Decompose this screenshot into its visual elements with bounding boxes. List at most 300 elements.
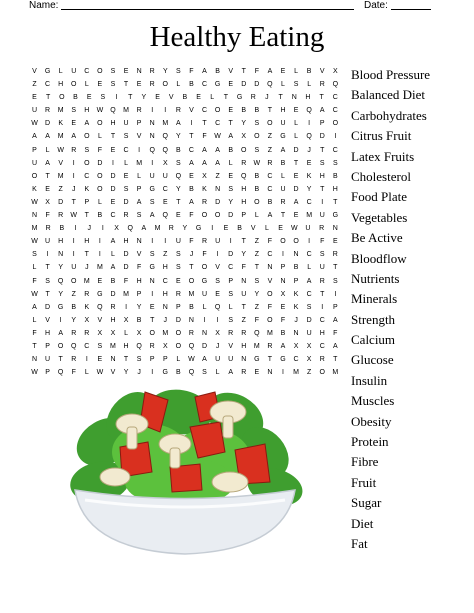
grid-letter[interactable]: F bbox=[280, 316, 286, 324]
grid-letter[interactable]: Z bbox=[254, 251, 259, 259]
grid-letter[interactable]: L bbox=[228, 159, 233, 167]
grid-letter[interactable]: Y bbox=[71, 316, 77, 324]
grid-letter[interactable]: M bbox=[136, 159, 143, 167]
grid-letter[interactable]: B bbox=[182, 94, 188, 102]
grid-letter[interactable]: R bbox=[71, 146, 77, 154]
grid-letter[interactable]: I bbox=[308, 238, 311, 246]
grid-letter[interactable]: M bbox=[154, 225, 161, 233]
grid-letter[interactable]: V bbox=[228, 68, 233, 75]
grid-letter[interactable]: T bbox=[176, 198, 181, 206]
grid-letter[interactable]: L bbox=[111, 251, 115, 259]
grid-letter[interactable]: H bbox=[319, 329, 325, 337]
grid-letter[interactable]: A bbox=[319, 107, 325, 115]
grid-letter[interactable]: M bbox=[253, 342, 260, 350]
grid-letter[interactable]: C bbox=[306, 290, 312, 298]
grid-letter[interactable]: N bbox=[162, 303, 168, 311]
grid-letter[interactable]: S bbox=[100, 94, 106, 102]
grid-letter[interactable]: S bbox=[71, 107, 77, 115]
grid-letter[interactable]: L bbox=[215, 369, 220, 377]
grid-letter[interactable]: L bbox=[124, 329, 128, 337]
grid-letter[interactable]: E bbox=[332, 238, 338, 246]
grid-letter[interactable]: X bbox=[162, 342, 168, 350]
grid-letter[interactable]: V bbox=[45, 316, 50, 324]
grid-letter[interactable]: E bbox=[293, 107, 299, 115]
grid-letter[interactable]: L bbox=[294, 133, 299, 141]
grid-letter[interactable]: H bbox=[110, 120, 116, 128]
grid-letter[interactable]: Z bbox=[254, 303, 259, 311]
grid-letter[interactable]: T bbox=[241, 68, 246, 75]
grid-letter[interactable]: Q bbox=[188, 369, 195, 377]
grid-letter[interactable]: P bbox=[149, 356, 155, 364]
grid-letter[interactable]: M bbox=[162, 120, 169, 128]
grid-letter[interactable]: C bbox=[306, 198, 312, 206]
grid-letter[interactable]: G bbox=[236, 94, 243, 102]
grid-letter[interactable]: Y bbox=[241, 120, 247, 128]
grid-letter[interactable]: Q bbox=[188, 342, 195, 350]
grid-letter[interactable]: C bbox=[215, 120, 221, 128]
grid-letter[interactable]: S bbox=[123, 185, 129, 193]
grid-letter[interactable]: D bbox=[123, 264, 129, 272]
grid-letter[interactable]: R bbox=[45, 225, 51, 233]
grid-letter[interactable]: Z bbox=[307, 369, 312, 377]
grid-letter[interactable]: J bbox=[85, 264, 89, 272]
grid-letter[interactable]: I bbox=[216, 251, 219, 259]
grid-letter[interactable]: I bbox=[72, 172, 75, 180]
grid-letter[interactable]: A bbox=[202, 146, 207, 154]
grid-letter[interactable]: W bbox=[290, 225, 298, 233]
grid-letter[interactable]: T bbox=[333, 356, 338, 364]
grid-letter[interactable]: I bbox=[229, 238, 232, 246]
grid-letter[interactable]: R bbox=[136, 107, 142, 115]
grid-letter[interactable]: K bbox=[84, 185, 90, 193]
grid-letter[interactable]: O bbox=[162, 81, 168, 89]
grid-letter[interactable]: W bbox=[96, 369, 104, 377]
grid-letter[interactable]: V bbox=[136, 133, 142, 141]
grid-letter[interactable]: C bbox=[201, 107, 208, 115]
grid-letter[interactable]: T bbox=[319, 94, 324, 102]
grid-letter[interactable]: O bbox=[332, 120, 339, 128]
grid-letter[interactable]: H bbox=[332, 185, 338, 193]
grid-letter[interactable]: S bbox=[228, 316, 233, 324]
grid-letter[interactable]: E bbox=[149, 303, 155, 311]
grid-letter[interactable]: X bbox=[45, 198, 50, 206]
grid-letter[interactable]: O bbox=[280, 238, 286, 246]
grid-letter[interactable]: L bbox=[176, 356, 181, 364]
grid-letter[interactable]: E bbox=[97, 356, 103, 364]
grid-letter[interactable]: S bbox=[149, 251, 155, 259]
grid-letter[interactable]: H bbox=[241, 185, 247, 193]
grid-letter[interactable]: T bbox=[71, 198, 76, 206]
grid-letter[interactable]: T bbox=[110, 133, 116, 141]
grid-letter[interactable]: F bbox=[333, 329, 338, 337]
grid-letter[interactable]: Z bbox=[241, 316, 246, 324]
grid-letter[interactable]: O bbox=[254, 198, 260, 206]
grid-letter[interactable]: A bbox=[45, 133, 50, 141]
grid-letter[interactable]: L bbox=[264, 225, 269, 233]
grid-letter[interactable]: O bbox=[97, 120, 103, 128]
grid-letter[interactable]: J bbox=[189, 251, 194, 259]
grid-letter[interactable]: Q bbox=[214, 303, 221, 311]
grid-letter[interactable]: R bbox=[58, 212, 64, 220]
grid-letter[interactable]: N bbox=[293, 329, 299, 337]
grid-letter[interactable]: S bbox=[306, 303, 312, 311]
grid-letter[interactable]: W bbox=[188, 356, 195, 364]
grid-letter[interactable]: N bbox=[332, 225, 338, 233]
grid-letter[interactable]: R bbox=[149, 81, 155, 89]
grid-letter[interactable]: K bbox=[202, 185, 207, 193]
grid-letter[interactable]: L bbox=[32, 264, 37, 272]
grid-letter[interactable]: R bbox=[250, 94, 256, 102]
grid-letter[interactable]: D bbox=[175, 316, 181, 324]
grid-letter[interactable]: Y bbox=[58, 264, 63, 272]
grid-letter[interactable]: X bbox=[306, 342, 312, 350]
grid-letter[interactable]: E bbox=[280, 68, 286, 75]
grid-letter[interactable]: T bbox=[45, 264, 50, 272]
grid-letter[interactable]: T bbox=[123, 81, 129, 89]
grid-letter[interactable]: S bbox=[254, 277, 260, 285]
grid-letter[interactable]: Y bbox=[254, 290, 260, 298]
grid-letter[interactable]: T bbox=[320, 290, 325, 298]
grid-letter[interactable]: N bbox=[241, 277, 247, 285]
grid-letter[interactable]: E bbox=[71, 120, 77, 128]
grid-letter[interactable]: I bbox=[74, 225, 77, 233]
grid-letter[interactable]: B bbox=[189, 185, 194, 193]
grid-letter[interactable]: N bbox=[149, 120, 155, 128]
grid-letter[interactable]: B bbox=[332, 172, 338, 180]
grid-letter[interactable]: T bbox=[45, 172, 50, 180]
grid-letter[interactable]: R bbox=[332, 251, 338, 259]
grid-letter[interactable]: B bbox=[97, 212, 103, 220]
grid-letter[interactable]: E bbox=[228, 81, 233, 89]
grid-letter[interactable]: Q bbox=[162, 146, 168, 154]
grid-letter[interactable]: C bbox=[84, 68, 90, 75]
grid-letter[interactable]: P bbox=[84, 198, 90, 206]
grid-letter[interactable]: G bbox=[149, 185, 155, 193]
grid-letter[interactable]: Y bbox=[162, 68, 168, 75]
grid-letter[interactable]: D bbox=[45, 303, 51, 311]
grid-letter[interactable]: F bbox=[189, 68, 194, 75]
grid-letter[interactable]: C bbox=[293, 356, 299, 364]
grid-letter[interactable]: C bbox=[188, 146, 194, 154]
grid-letter[interactable]: H bbox=[319, 172, 325, 180]
grid-letter[interactable]: L bbox=[176, 81, 181, 89]
grid-letter[interactable]: R bbox=[267, 342, 273, 350]
grid-letter[interactable]: E bbox=[97, 81, 103, 89]
grid-letter[interactable]: R bbox=[280, 198, 286, 206]
grid-letter[interactable]: O bbox=[84, 133, 90, 141]
grid-letter[interactable]: O bbox=[214, 212, 221, 220]
grid-letter[interactable]: G bbox=[44, 68, 51, 75]
grid-letter[interactable]: R bbox=[45, 107, 51, 115]
grid-letter[interactable]: X bbox=[97, 329, 103, 337]
grid-letter[interactable]: X bbox=[110, 329, 116, 337]
grid-letter[interactable]: T bbox=[32, 342, 37, 350]
grid-letter[interactable]: J bbox=[163, 316, 168, 324]
grid-letter[interactable]: A bbox=[84, 120, 90, 128]
grid-letter[interactable]: D bbox=[110, 185, 116, 193]
grid-letter[interactable]: R bbox=[175, 290, 181, 298]
grid-letter[interactable]: M bbox=[57, 107, 64, 115]
grid-letter[interactable]: I bbox=[59, 316, 62, 324]
grid-letter[interactable]: N bbox=[149, 133, 155, 141]
grid-letter[interactable]: Z bbox=[71, 290, 76, 298]
grid-letter[interactable]: A bbox=[110, 238, 116, 246]
grid-letter[interactable]: C bbox=[84, 342, 90, 350]
grid-letter[interactable]: H bbox=[58, 81, 64, 89]
grid-letter[interactable]: G bbox=[214, 81, 221, 89]
grid-letter[interactable]: J bbox=[307, 146, 311, 154]
grid-letter[interactable]: X bbox=[280, 290, 286, 298]
grid-letter[interactable]: J bbox=[265, 94, 269, 102]
grid-letter[interactable]: F bbox=[32, 329, 37, 337]
grid-letter[interactable]: E bbox=[123, 172, 129, 180]
grid-letter[interactable]: I bbox=[101, 225, 104, 233]
grid-letter[interactable]: L bbox=[97, 133, 102, 141]
grid-letter[interactable]: W bbox=[31, 369, 38, 377]
grid-letter[interactable]: A bbox=[71, 133, 77, 141]
grid-letter[interactable]: I bbox=[151, 238, 154, 246]
grid-letter[interactable]: I bbox=[308, 120, 311, 128]
grid-letter[interactable]: Q bbox=[71, 342, 77, 350]
grid-letter[interactable]: L bbox=[294, 120, 299, 128]
grid-letter[interactable]: P bbox=[136, 120, 142, 128]
grid-letter[interactable]: A bbox=[202, 159, 207, 167]
grid-letter[interactable]: F bbox=[241, 264, 246, 272]
grid-letter[interactable]: P bbox=[332, 303, 338, 311]
grid-letter[interactable]: S bbox=[293, 81, 299, 89]
grid-letter[interactable]: S bbox=[254, 146, 260, 154]
grid-letter[interactable]: E bbox=[223, 225, 229, 233]
grid-letter[interactable]: B bbox=[241, 107, 247, 115]
grid-letter[interactable]: M bbox=[188, 290, 195, 298]
grid-letter[interactable]: T bbox=[320, 146, 325, 154]
grid-letter[interactable]: A bbox=[332, 342, 338, 350]
grid-letter[interactable]: V bbox=[250, 225, 256, 233]
grid-letter[interactable]: W bbox=[57, 146, 64, 154]
grid-letter[interactable]: R bbox=[241, 159, 247, 167]
grid-letter[interactable]: C bbox=[267, 172, 273, 180]
grid-letter[interactable]: O bbox=[97, 68, 103, 75]
grid-letter[interactable]: S bbox=[332, 159, 338, 167]
grid-letter[interactable]: X bbox=[114, 225, 119, 233]
grid-letter[interactable]: P bbox=[162, 356, 168, 364]
grid-letter[interactable]: Y bbox=[141, 94, 147, 102]
grid-letter[interactable]: E bbox=[189, 172, 194, 180]
grid-letter[interactable]: O bbox=[188, 277, 195, 285]
grid-letter[interactable]: Z bbox=[267, 133, 273, 141]
grid-letter[interactable]: F bbox=[254, 316, 259, 324]
grid-letter[interactable]: H bbox=[84, 107, 90, 115]
grid-letter[interactable]: R bbox=[123, 212, 129, 220]
grid-letter[interactable]: I bbox=[334, 133, 337, 141]
grid-letter[interactable]: R bbox=[110, 303, 116, 311]
grid-letter[interactable]: M bbox=[123, 290, 129, 298]
grid-letter[interactable]: R bbox=[267, 159, 273, 167]
grid-letter[interactable]: L bbox=[45, 146, 50, 154]
grid-letter[interactable]: S bbox=[84, 146, 90, 154]
grid-letter[interactable]: T bbox=[267, 356, 273, 364]
grid-letter[interactable]: U bbox=[280, 120, 286, 128]
grid-letter[interactable]: T bbox=[333, 264, 338, 272]
grid-letter[interactable]: E bbox=[123, 68, 129, 75]
grid-letter[interactable]: Q bbox=[97, 303, 103, 311]
grid-letter[interactable]: D bbox=[254, 81, 260, 89]
grid-letter[interactable]: W bbox=[70, 212, 78, 220]
grid-letter[interactable]: D bbox=[123, 198, 129, 206]
grid-letter[interactable]: T bbox=[241, 303, 246, 311]
grid-letter[interactable]: C bbox=[319, 342, 325, 350]
grid-letter[interactable]: L bbox=[84, 369, 89, 377]
grid-letter[interactable]: E bbox=[254, 369, 260, 377]
grid-letter[interactable]: O bbox=[214, 107, 221, 115]
grid-letter[interactable]: X bbox=[241, 133, 247, 141]
grid-letter[interactable]: F bbox=[267, 238, 273, 246]
grid-letter[interactable]: T bbox=[189, 264, 194, 272]
grid-letter[interactable]: R bbox=[201, 198, 208, 206]
grid-letter[interactable]: E bbox=[32, 94, 37, 102]
grid-letter[interactable]: M bbox=[306, 212, 313, 220]
grid-letter[interactable]: L bbox=[84, 81, 89, 89]
grid-letter[interactable]: P bbox=[280, 264, 286, 272]
grid-letter[interactable]: O bbox=[31, 172, 38, 180]
grid-letter[interactable]: M bbox=[31, 225, 38, 233]
grid-letter[interactable]: O bbox=[59, 94, 65, 102]
grid-letter[interactable]: A bbox=[202, 356, 207, 364]
grid-letter[interactable]: T bbox=[58, 356, 63, 364]
grid-letter[interactable]: I bbox=[190, 120, 193, 128]
grid-letter[interactable]: C bbox=[319, 316, 325, 324]
grid-letter[interactable]: Y bbox=[241, 251, 247, 259]
grid-letter[interactable]: U bbox=[71, 68, 77, 75]
name-field[interactable] bbox=[61, 9, 354, 10]
grid-letter[interactable]: Y bbox=[176, 185, 181, 193]
grid-letter[interactable]: D bbox=[319, 133, 325, 141]
grid-letter[interactable]: A bbox=[215, 159, 220, 167]
grid-letter[interactable]: B bbox=[254, 107, 260, 115]
grid-letter[interactable]: B bbox=[228, 146, 233, 154]
grid-letter[interactable]: V bbox=[58, 159, 63, 167]
grid-letter[interactable]: L bbox=[307, 264, 312, 272]
grid-letter[interactable]: T bbox=[45, 290, 50, 298]
grid-letter[interactable]: R bbox=[241, 369, 247, 377]
grid-letter[interactable]: C bbox=[201, 81, 208, 89]
grid-letter[interactable]: I bbox=[151, 369, 154, 377]
grid-letter[interactable]: H bbox=[241, 198, 247, 206]
grid-letter[interactable]: L bbox=[137, 172, 142, 180]
grid-letter[interactable]: I bbox=[85, 356, 88, 364]
grid-letter[interactable]: B bbox=[110, 277, 116, 285]
grid-letter[interactable]: T bbox=[228, 120, 233, 128]
grid-letter[interactable]: I bbox=[282, 251, 284, 259]
grid-letter[interactable]: B bbox=[189, 303, 194, 311]
grid-letter[interactable]: X bbox=[162, 159, 168, 167]
grid-letter[interactable]: A bbox=[136, 198, 142, 206]
grid-letter[interactable]: M bbox=[332, 369, 339, 377]
grid-letter[interactable]: A bbox=[110, 264, 116, 272]
grid-letter[interactable]: G bbox=[201, 277, 208, 285]
grid-letter[interactable]: R bbox=[319, 356, 325, 364]
grid-letter[interactable]: Q bbox=[162, 133, 168, 141]
grid-letter[interactable]: Z bbox=[254, 238, 259, 246]
grid-letter[interactable]: G bbox=[280, 133, 286, 141]
grid-letter[interactable]: S bbox=[176, 264, 181, 272]
grid-letter[interactable]: D bbox=[110, 290, 116, 298]
grid-letter[interactable]: R bbox=[228, 329, 234, 337]
grid-letter[interactable]: X bbox=[136, 329, 142, 337]
grid-letter[interactable]: M bbox=[83, 277, 90, 285]
grid-letter[interactable]: G bbox=[280, 356, 286, 364]
grid-letter[interactable]: W bbox=[31, 198, 38, 206]
grid-letter[interactable]: I bbox=[282, 369, 284, 377]
grid-letter[interactable]: P bbox=[45, 342, 50, 350]
grid-letter[interactable]: M bbox=[266, 329, 273, 337]
grid-letter[interactable]: X bbox=[202, 172, 207, 180]
grid-letter[interactable]: F bbox=[189, 212, 194, 220]
grid-letter[interactable]: D bbox=[58, 198, 64, 206]
grid-letter[interactable]: M bbox=[293, 369, 299, 377]
grid-letter[interactable]: H bbox=[123, 342, 129, 350]
grid-letter[interactable]: T bbox=[223, 94, 229, 102]
grid-letter[interactable]: S bbox=[110, 68, 116, 75]
grid-letter[interactable]: A bbox=[149, 212, 155, 220]
grid-letter[interactable]: Q bbox=[149, 146, 155, 154]
grid-letter[interactable]: S bbox=[215, 277, 220, 285]
grid-letter[interactable]: H bbox=[136, 277, 142, 285]
grid-letter[interactable]: O bbox=[57, 342, 64, 350]
grid-letter[interactable]: C bbox=[162, 277, 168, 285]
grid-letter[interactable]: N bbox=[241, 356, 247, 364]
grid-letter[interactable]: T bbox=[128, 94, 133, 102]
grid-letter[interactable]: L bbox=[202, 303, 207, 311]
grid-letter[interactable]: C bbox=[123, 146, 129, 154]
grid-letter[interactable]: L bbox=[281, 172, 285, 180]
grid-letter[interactable]: M bbox=[57, 133, 64, 141]
grid-letter[interactable]: C bbox=[162, 185, 168, 193]
grid-letter[interactable]: D bbox=[228, 251, 234, 259]
grid-letter[interactable]: O bbox=[319, 369, 325, 377]
grid-letter[interactable]: E bbox=[293, 212, 299, 220]
grid-letter[interactable]: W bbox=[31, 120, 38, 128]
grid-letter[interactable]: Q bbox=[306, 133, 312, 141]
grid-letter[interactable]: K bbox=[293, 303, 299, 311]
grid-letter[interactable]: P bbox=[32, 146, 37, 154]
grid-letter[interactable]: N bbox=[293, 251, 299, 259]
grid-letter[interactable]: Z bbox=[215, 172, 220, 180]
grid-letter[interactable]: O bbox=[267, 316, 273, 324]
grid-letter[interactable]: U bbox=[162, 172, 168, 180]
grid-letter[interactable]: T bbox=[189, 133, 194, 141]
grid-letter[interactable]: O bbox=[71, 277, 77, 285]
grid-letter[interactable]: E bbox=[45, 185, 50, 193]
grid-letter[interactable]: M bbox=[110, 342, 116, 350]
grid-letter[interactable]: U bbox=[31, 107, 38, 115]
grid-letter[interactable]: L bbox=[228, 303, 233, 311]
grid-letter[interactable]: M bbox=[57, 172, 64, 180]
grid-letter[interactable]: C bbox=[267, 185, 273, 193]
grid-letter[interactable]: B bbox=[254, 172, 260, 180]
grid-letter[interactable]: E bbox=[97, 277, 103, 285]
grid-letter[interactable]: B bbox=[73, 94, 78, 102]
grid-letter[interactable]: B bbox=[176, 369, 181, 377]
grid-letter[interactable]: P bbox=[136, 185, 142, 193]
grid-letter[interactable]: B bbox=[280, 329, 286, 337]
grid-letter[interactable]: U bbox=[123, 120, 129, 128]
grid-letter[interactable]: R bbox=[175, 107, 181, 115]
grid-letter[interactable]: A bbox=[176, 120, 181, 128]
grid-letter[interactable]: L bbox=[307, 81, 312, 89]
grid-letter[interactable]: G bbox=[162, 369, 168, 377]
grid-letter[interactable]: H bbox=[110, 316, 116, 324]
